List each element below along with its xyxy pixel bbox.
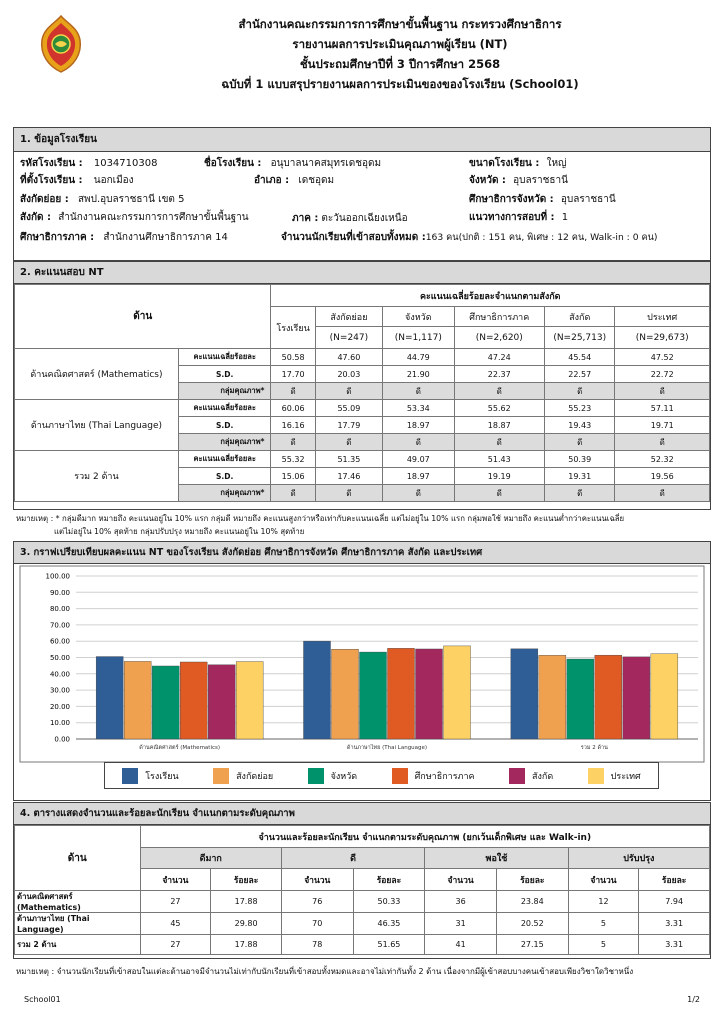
quality-level-table [14,825,710,955]
legend-item [392,768,475,784]
score-cell: ดี [271,485,315,502]
count-cell: 78 [281,935,353,955]
regional-edu-label: ศึกษาธิการภาค : [20,232,95,243]
score-cell: ดี [315,485,382,502]
count-header: จำนวน [568,869,639,891]
chart-bar [651,654,678,739]
col-header-n: (N=247) [315,327,382,349]
count-cell: 31 [425,913,497,935]
count-cell: 45 [140,913,211,935]
pct-header: ร้อยละ [211,869,282,891]
area: สพป.อุบลราชธานี เขต 5 [77,194,185,205]
quality-subject-header: ด้าน [15,826,141,891]
section2-note-line1: หมายเหตุ : * กลุ่มดีมาก หมายถึง คะแนนอยู่ใน 10% แรก กลุ่มดี หมายถึง คะแนนสูงกว่าหรือเท่ากับคะแนนเฉลี่ย แต่ไม่อยู่ใน 10% แรก กลุ่มพอใช้ หมายถึง คะแนนต่ำกว่าคะแนนเฉลี่ย [16,514,625,523]
count-cell: 27 [140,935,211,955]
score-cell: 17.46 [315,468,382,485]
score-cell: 20.03 [315,366,382,383]
y-tick-label: 50.00 [49,654,70,662]
y-tick-label: 70.00 [49,621,70,630]
report-header [120,14,680,94]
legend-label: ประเทศ [610,771,641,782]
score-cell: 19.71 [615,417,710,434]
score-cell: 22.37 [454,366,545,383]
col-header-n: (N=25,713) [545,327,615,349]
header-grade-year: ชั้นประถมศึกษาปีที่ 3 ปีการศึกษา 2568 [299,57,501,71]
nt-bar-chart [14,564,710,764]
legend-item [122,768,178,784]
pct-cell: 17.88 [211,891,282,913]
level-header: พอใช้ [425,848,568,869]
col-header-name: สังกัดย่อย [315,307,382,327]
regional-edu: สำนักงานศึกษาธิการภาค 14 [103,232,228,243]
quality-group-header: จำนวนและร้อยละนักเรียน จำแนกตามระดับคุณภาพ (ยกเว้นเด็กพิเศษ และ Walk-in) [140,826,709,848]
score-cell: 53.34 [383,400,454,417]
pct-cell: 23.84 [496,891,568,913]
section4-title: 4. ตารางแสดงจำนวนและร้อยละนักเรียน จำแนกตามระดับคุณภาพ [14,803,710,825]
metric-label: กลุ่มคุณภาพ* [178,383,271,400]
nt-score-table [14,284,710,502]
quality-level-section [13,802,711,959]
legend-swatch [122,768,138,784]
count-cell: 5 [568,935,639,955]
legend-swatch [308,768,324,784]
pct-cell: 3.31 [639,913,710,935]
score-cell: 17.79 [315,417,382,434]
district: เดชอุดม [298,175,335,186]
col-header-n: (N=2,620) [454,327,545,349]
school-info-section [13,127,711,261]
school-code: 1034710308 [93,158,158,169]
y-tick-label: 10.00 [49,719,70,728]
school-name: อนุบาลนาคสมุทรเดชอุดม [270,158,382,169]
count-header: จำนวน [281,869,353,891]
pct-cell: 27.15 [496,935,568,955]
score-cell: 51.43 [454,451,545,468]
metric-label: S.D. [178,417,271,434]
pct-cell: 17.88 [211,935,282,955]
legend-label: สังกัด [532,771,554,782]
header-report-title: รายงานผลการประเมินคุณภาพผู้เรียน (NT) [292,37,508,51]
chart-section [13,541,711,801]
col-header-name: ประเทศ [615,307,710,327]
location-label: ที่ตั้งโรงเรียน : [20,175,83,186]
score-cell: 15.06 [271,468,315,485]
y-tick-label: 20.00 [49,702,70,711]
score-cell: 19.43 [545,417,615,434]
subject-name: ด้านภาษาไทย (Thai Language) [15,400,179,451]
test-number: 1 [561,212,569,223]
legend-label: ศึกษาธิการภาค [414,771,475,782]
area-label: สังกัดย่อย : [20,194,69,205]
metric-label: กลุ่มคุณภาพ* [178,485,271,502]
count-cell: 5 [568,913,639,935]
score-cell: 51.35 [315,451,382,468]
score-cell: 55.62 [454,400,545,417]
chart-bar [180,662,207,739]
score-cell: 47.24 [454,349,545,366]
count-cell: 41 [425,935,497,955]
metric-label: คะแนนเฉลี่ยร้อยละ [178,349,271,366]
score-cell: 55.23 [545,400,615,417]
level-header: ดีมาก [140,848,281,869]
quality-row [15,913,710,935]
chart-bar [539,655,566,739]
score-cell: ดี [454,383,545,400]
score-cell: 22.57 [545,366,615,383]
score-cell: ดี [545,434,615,451]
score-cell: ดี [271,434,315,451]
school-code-label: รหัสโรงเรียน : [20,158,83,169]
prov-edu-label: ศึกษาธิการจังหวัด : [469,194,554,205]
legend-item [213,768,273,784]
nt-score-body [15,349,710,502]
score-cell: 47.60 [315,349,382,366]
legend-label: สังกัดย่อย [236,771,274,782]
legend-label: โรงเรียน [145,771,179,782]
col-header-n: (N=29,673) [615,327,710,349]
chart-bar [152,666,179,739]
chart-bar [332,649,359,739]
score-cell: 50.39 [545,451,615,468]
score-cell: 18.97 [383,417,454,434]
score-cell: ดี [545,485,615,502]
score-cell: 17.70 [271,366,315,383]
legend-label: จังหวัด [330,771,358,782]
y-tick-label: 0.00 [54,735,70,744]
section2-note-line2: แต่ไม่อยู่ใน 10% สุดท้าย กลุ่มปรับปรุง หมายถึง คะแนนอยู่ใน 10% สุดท้าย [54,527,305,536]
section2-title: 2. คะแนนสอบ NT [14,262,710,284]
group-col-header: คะแนนเฉลี่ยร้อยละจำแนกตามสังกัด [271,285,710,307]
section4-note: หมายเหตุ : จำนวนนักเรียนที่เข้าสอบในแต่ละด้านอาจมีจำนวนไม่เท่ากับนักเรียนที่เข้าสอบทั้งหมดและอาจไม่เท่ากันทั้ง 2 ด้าน เนื่องจากมีผู้เข้าสอบบางคนเข้าสอบเพียงวิชาใดวิชาหนึ่ง [16,967,634,976]
chart-bar [388,648,415,739]
footer-school-id: School01 [24,995,61,1004]
score-cell: 47.52 [615,349,710,366]
score-cell: 52.32 [615,451,710,468]
pct-header: ร้อยละ [496,869,568,891]
score-cell: ดี [383,434,454,451]
region-label: ภาค : [292,213,319,224]
affiliation-label: สังกัด : [20,212,52,223]
metric-label: กลุ่มคุณภาพ* [178,434,271,451]
students-label: จำนวนนักเรียนที่เข้าสอบทั้งหมด : [281,232,426,243]
pct-header: ร้อยละ [639,869,710,891]
header-edition: ฉบับที่ 1 แบบสรุปรายงานผลการประเมินของของโรงเรียน (School01) [221,77,579,91]
chart-bar [96,657,123,739]
chart-bar [444,646,471,739]
y-tick-label: 100.00 [45,572,70,581]
score-cell: 60.06 [271,400,315,417]
col-header-name: สังกัด [545,307,615,327]
region: ตะวันออกเฉียงเหนือ [321,213,408,224]
score-cell: ดี [454,434,545,451]
score-cell: 45.54 [545,349,615,366]
metric-label: S.D. [178,366,271,383]
x-category-label: ด้านคณิตศาสตร์ (Mathematics) [139,745,221,751]
col-header-name: จังหวัด [383,307,454,327]
province: อุบลราชธานี [513,175,568,186]
score-cell: ดี [315,383,382,400]
nt-score-row [15,400,710,417]
obec-emblem-logo [38,14,84,74]
quality-subject: ด้านภาษาไทย (Thai Language) [15,913,141,935]
chart-bar [567,659,594,739]
score-cell: 55.32 [271,451,315,468]
province-label: จังหวัด : [469,175,506,186]
score-cell: 44.79 [383,349,454,366]
y-tick-label: 90.00 [49,588,70,597]
legend-swatch [213,768,229,784]
score-cell: 18.87 [454,417,545,434]
location: นอกเมือง [93,175,134,186]
chart-bar [124,661,151,739]
legend-swatch [509,768,525,784]
pct-cell: 20.52 [496,913,568,935]
subject-name: ด้านคณิตศาสตร์ (Mathematics) [15,349,179,400]
chart-bar [208,665,235,739]
score-cell: ดี [271,383,315,400]
score-cell: ดี [545,383,615,400]
y-tick-label: 40.00 [49,670,70,679]
pct-header: ร้อยละ [353,869,425,891]
score-cell: 21.90 [383,366,454,383]
pct-cell: 3.31 [639,935,710,955]
score-cell: 55.09 [315,400,382,417]
score-cell: ดี [615,383,710,400]
quality-subject: ด้านคณิตศาสตร์ (Mathematics) [15,891,141,913]
score-cell: 19.56 [615,468,710,485]
score-cell: ดี [383,383,454,400]
x-category-label: ด้านภาษาไทย (Thai Language) [346,745,428,751]
score-cell: ดี [615,434,710,451]
school-size-label: ขนาดโรงเรียน : [469,158,540,169]
y-tick-label: 80.00 [49,605,70,614]
header-agency: สำนักงานคณะกรรมการการศึกษาขั้นพื้นฐาน กระทรวงศึกษาธิการ [238,17,562,31]
count-cell: 36 [425,891,497,913]
score-cell: 16.16 [271,417,315,434]
subject-name: รวม 2 ด้าน [15,451,179,502]
test-label: แนวทางการสอบที่ : [469,212,555,223]
col-header-n: (N=1,117) [383,327,454,349]
score-cell: 57.11 [615,400,710,417]
school-col-header: โรงเรียน [271,307,315,349]
legend-item [509,768,553,784]
pct-cell: 46.35 [353,913,425,935]
score-cell: ดี [315,434,382,451]
score-cell: 22.72 [615,366,710,383]
count-cell: 70 [281,913,353,935]
metric-label: คะแนนเฉลี่ยร้อยละ [178,400,271,417]
level-header: ปรับปรุง [568,848,709,869]
score-cell: ดี [454,485,545,502]
pct-cell: 7.94 [639,891,710,913]
pct-cell: 50.33 [353,891,425,913]
district-label: อำเภอ : [254,175,290,186]
section3-title: 3. กราฟเปรียบเทียบผลคะแนน NT ของโรงเรียน สังกัดย่อย ศึกษาธิการจังหวัด ศึกษาธิการภาค สังกัด และประเทศ [14,542,710,564]
school-name-label: ชื่อโรงเรียน : [204,158,262,169]
chart-bar [304,641,331,739]
score-cell: 49.07 [383,451,454,468]
count-cell: 27 [140,891,211,913]
score-cell: 18.97 [383,468,454,485]
score-cell: ดี [615,485,710,502]
col-header-name: ศึกษาธิการภาค [454,307,545,327]
quality-subject: รวม 2 ด้าน [15,935,141,955]
chart-bar [236,662,263,739]
y-tick-label: 30.00 [49,686,70,695]
chart-legend [104,762,659,789]
count-header: จำนวน [140,869,211,891]
quality-row [15,891,710,913]
count-header: จำนวน [425,869,497,891]
quality-level-body [15,891,710,955]
chart-bar [595,655,622,739]
students-total: 163 คน(ปกติ : 151 คน, พิเศษ : 12 คน, Walk-in : 0 คน) [425,232,658,243]
metric-label: S.D. [178,468,271,485]
prov-edu: อุบลราชธานี [560,194,616,205]
pct-cell: 29.80 [211,913,282,935]
chart-bar [511,649,538,739]
school-size: ใหญ่ [546,158,567,169]
score-cell: 50.58 [271,349,315,366]
legend-swatch [588,768,604,784]
score-cell: 19.19 [454,468,545,485]
footer-page-number: 1/2 [687,995,700,1004]
quality-row [15,935,710,955]
section1-title: 1. ข้อมูลโรงเรียน [14,128,710,152]
chart-bar [360,652,387,739]
nt-score-row [15,451,710,468]
count-cell: 76 [281,891,353,913]
chart-bar [416,649,443,739]
score-cell: 19.31 [545,468,615,485]
subject-col-header: ด้าน [15,285,271,349]
pct-cell: 51.65 [353,935,425,955]
y-tick-label: 60.00 [49,637,70,646]
chart-bar [623,657,650,739]
nt-score-row [15,349,710,366]
legend-item [308,768,358,784]
count-cell: 12 [568,891,639,913]
score-cell: ดี [383,485,454,502]
legend-item [588,768,641,784]
affiliation: สำนักงานคณะกรรมการการศึกษาขั้นพื้นฐาน [58,212,249,223]
x-category-label: รวม 2 ด้าน [580,745,608,751]
legend-swatch [392,768,408,784]
nt-score-section [13,261,711,510]
level-header: ดี [281,848,424,869]
metric-label: คะแนนเฉลี่ยร้อยละ [178,451,271,468]
